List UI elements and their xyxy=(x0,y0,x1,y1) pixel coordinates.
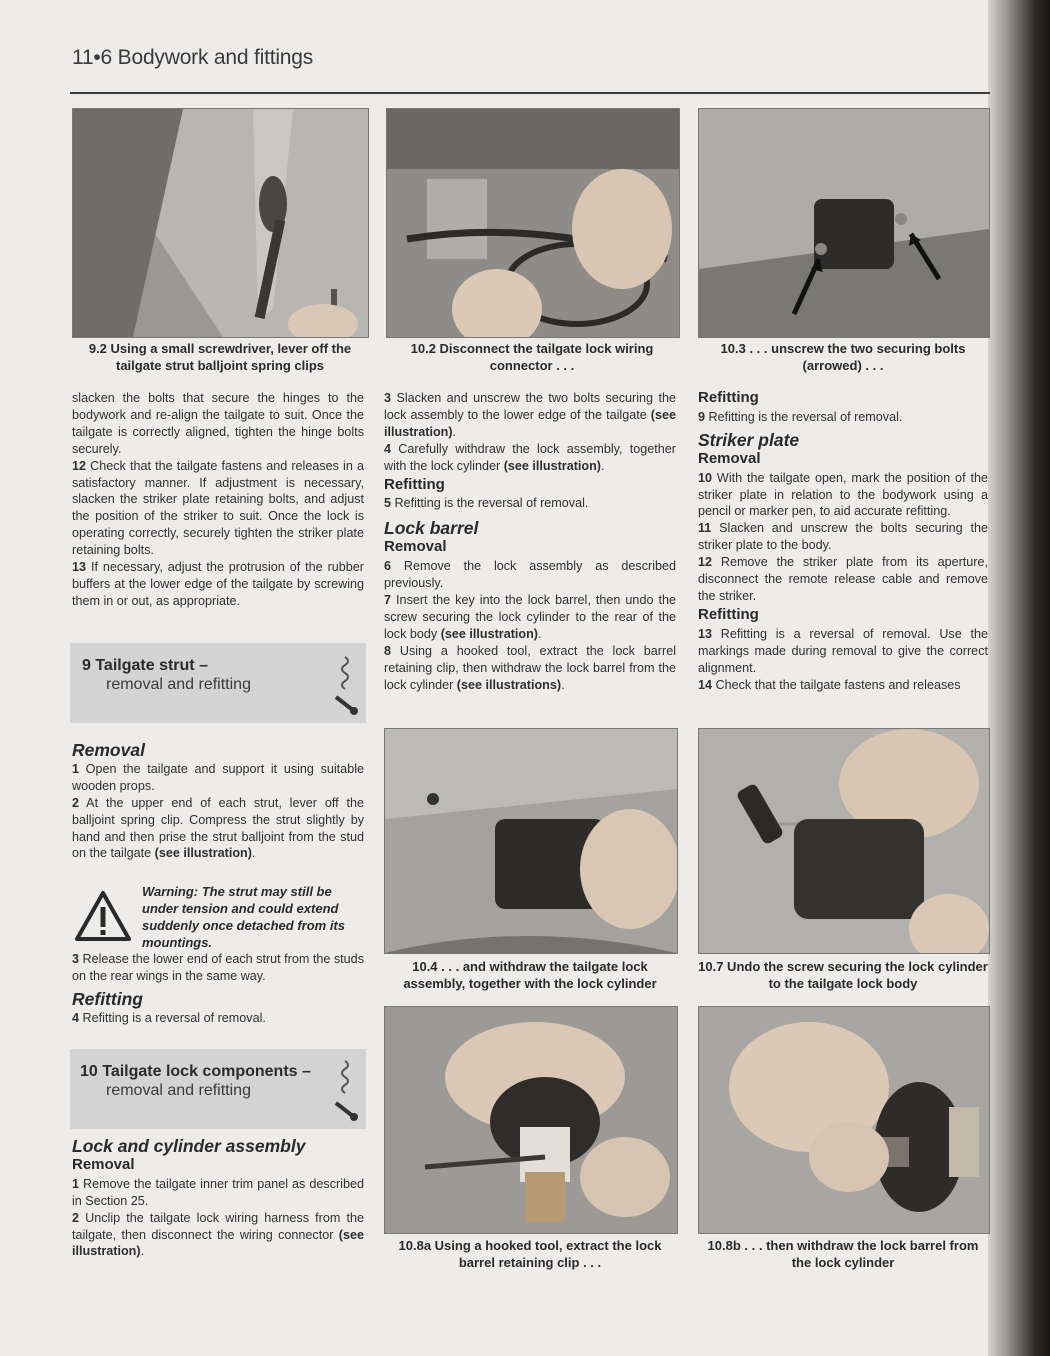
paragraph-11: 11 Slacken and unscrew the bolts securing the striker plate to the body. xyxy=(698,521,988,553)
page-header-title: 11•6 Bodywork and fittings xyxy=(72,46,314,69)
paragraph-4: 4 Refitting is a reversal of removal. xyxy=(72,1010,266,1025)
paragraph-6: 6 Remove the lock assembly as described previously. xyxy=(384,559,676,591)
section-10-title: 10 Tailgate lock components – xyxy=(80,1063,311,1080)
warning-triangle-icon xyxy=(74,890,132,942)
section-9-title: 9 Tailgate strut – xyxy=(82,657,208,674)
column-1-upper xyxy=(72,390,364,610)
column-1-lower xyxy=(72,951,364,1027)
paragraph-4: 4 Carefully withdraw the lock assembly, together with the lock cylinder (see illustration). xyxy=(384,441,676,473)
caption-10-3: 10.3 . . . unscrew the two securing bolts (arrowed) . . . xyxy=(720,341,966,373)
paragraph-3: 3 Release the lower end of each strut from the studs on the rear wings in the same way. xyxy=(72,952,364,983)
photo-10-3 xyxy=(698,108,990,338)
paragraph-8: 8 Using a hooked tool, extract the lock barrel retaining clip, then withdraw the lock barrel from the lock cylinder (see illustrations). xyxy=(384,643,676,692)
removal-subheading: Removal xyxy=(72,1155,135,1173)
caption-10-8b: 10.8b . . . then withdraw the lock barrel from the lock cylinder xyxy=(707,1238,979,1270)
header-rule xyxy=(70,92,990,94)
removal-subheading-2: Removal xyxy=(384,538,447,556)
refitting-subheading: Refitting xyxy=(384,475,445,493)
paragraph-continued: slacken the bolts that secure the hinges to the bodywork and re-align the tailgate to suit. Once the tailgate is correctly aligned, tighten the hinge bolts securely. xyxy=(72,391,364,456)
paragraph-12: 12 Remove the striker plate from its aperture, disconnect the remote release cable and remove the striker. xyxy=(698,555,988,603)
photo-10-2 xyxy=(386,108,680,338)
page-binding-shadow xyxy=(988,0,1050,1356)
paragraph-13: 13 If necessary, adjust the protrusion of the rubber buffers at the lower edge of the tailgate by screwing them in or out, as appropriate. xyxy=(72,560,364,608)
refitting-subheading-4: Refitting xyxy=(698,605,759,623)
paragraph-1: 1 Open the tailgate and support it using suitable wooden props. xyxy=(72,761,364,793)
column-2 xyxy=(384,390,676,693)
photo-10-7 xyxy=(698,728,990,954)
photo-10-4 xyxy=(384,728,678,954)
paragraph-2: 2 At the upper end of each strut, lever off the balljoint spring clip. Compress the strut slightly by hand and then prise the strut balljoint from the stud on the tailgate (see illustration). xyxy=(72,795,364,861)
paragraph-1b: 1 Remove the tailgate inner trim panel as described in Section 25. xyxy=(72,1176,364,1208)
paragraph-12: 12 Check that the tailgate fastens and releases in a satisfactory manner. If adjustment is necessary, slacken the striker plate retaining bolts, and adjust the position of the striker to suit. Once the lock is operating correctly, securely tighten the striker plate retaining bolts. xyxy=(72,458,364,558)
column-1-middle xyxy=(72,738,364,862)
section-10-box xyxy=(70,1049,366,1129)
lock-cylinder-heading: Lock and cylinder assembly xyxy=(72,1136,306,1156)
refitting-heading: Refitting xyxy=(72,988,143,1009)
paragraph-13: 13 Refitting is a reversal of removal. Use the markings made during removal to give the correct alignment. xyxy=(698,626,988,675)
caption-9-2: 9.2 Using a small screwdriver, lever off the tailgate strut balljoint spring clips xyxy=(88,341,352,373)
removal-heading: Removal xyxy=(72,740,145,760)
lock-barrel-heading: Lock barrel xyxy=(384,518,479,539)
paragraph-5: 5 Refitting is the reversal of removal. xyxy=(384,496,589,511)
difficulty-spanner-icon-2 xyxy=(332,1057,358,1123)
paragraph-2b: 2 Unclip the tailgate lock wiring harness from the tailgate, then disconnect the wiring connector (see illustration). xyxy=(72,1210,364,1259)
caption-10-7: 10.7 Undo the screw securing the lock cylinder to the tailgate lock body xyxy=(698,959,988,991)
paragraph-10: 10 With the tailgate open, mark the position of the striker plate in relation to the bodywork using a pencil or marker pen, to aid accurate refitting. xyxy=(698,470,988,519)
difficulty-spanner-icon xyxy=(332,653,358,717)
caption-10-8a: 10.8a Using a hooked tool, extract the lock barrel retaining clip . . . xyxy=(398,1238,662,1270)
section-9-subtitle: removal and refitting xyxy=(106,676,251,693)
column-1-bottom xyxy=(72,1134,364,1260)
paragraph-14: 14 Check that the tailgate fastens and releases xyxy=(698,677,961,692)
striker-plate-heading: Striker plate xyxy=(698,429,800,450)
column-3 xyxy=(698,388,988,693)
refitting-subheading-3: Refitting xyxy=(698,389,759,406)
warning-text: Warning: The strut may still be under tension and could extend suddenly once detached from its mountings. xyxy=(142,884,345,950)
photo-9-2 xyxy=(72,108,369,338)
caption-10-2: 10.2 Disconnect the tailgate lock wiring connector . . . xyxy=(410,341,654,373)
paragraph-3: 3 Slacken and unscrew the two bolts securing the lock assembly to the lower edge of the tailgate (see illustration). xyxy=(384,391,676,439)
paragraph-9: 9 Refitting is the reversal of removal. xyxy=(698,409,903,424)
caption-10-4: 10.4 . . . and withdraw the tailgate lock assembly, together with the lock cylinder xyxy=(403,959,657,991)
removal-subheading-3: Removal xyxy=(698,449,761,467)
photo-10-8a xyxy=(384,1006,678,1234)
paragraph-7: 7 Insert the key into the lock barrel, then undo the screw securing the lock cylinder to the rear of the lock body (see illustration). xyxy=(384,592,676,641)
section-10-subtitle: removal and refitting xyxy=(106,1082,251,1099)
photo-10-8b xyxy=(698,1006,990,1234)
section-9-box xyxy=(70,643,366,723)
